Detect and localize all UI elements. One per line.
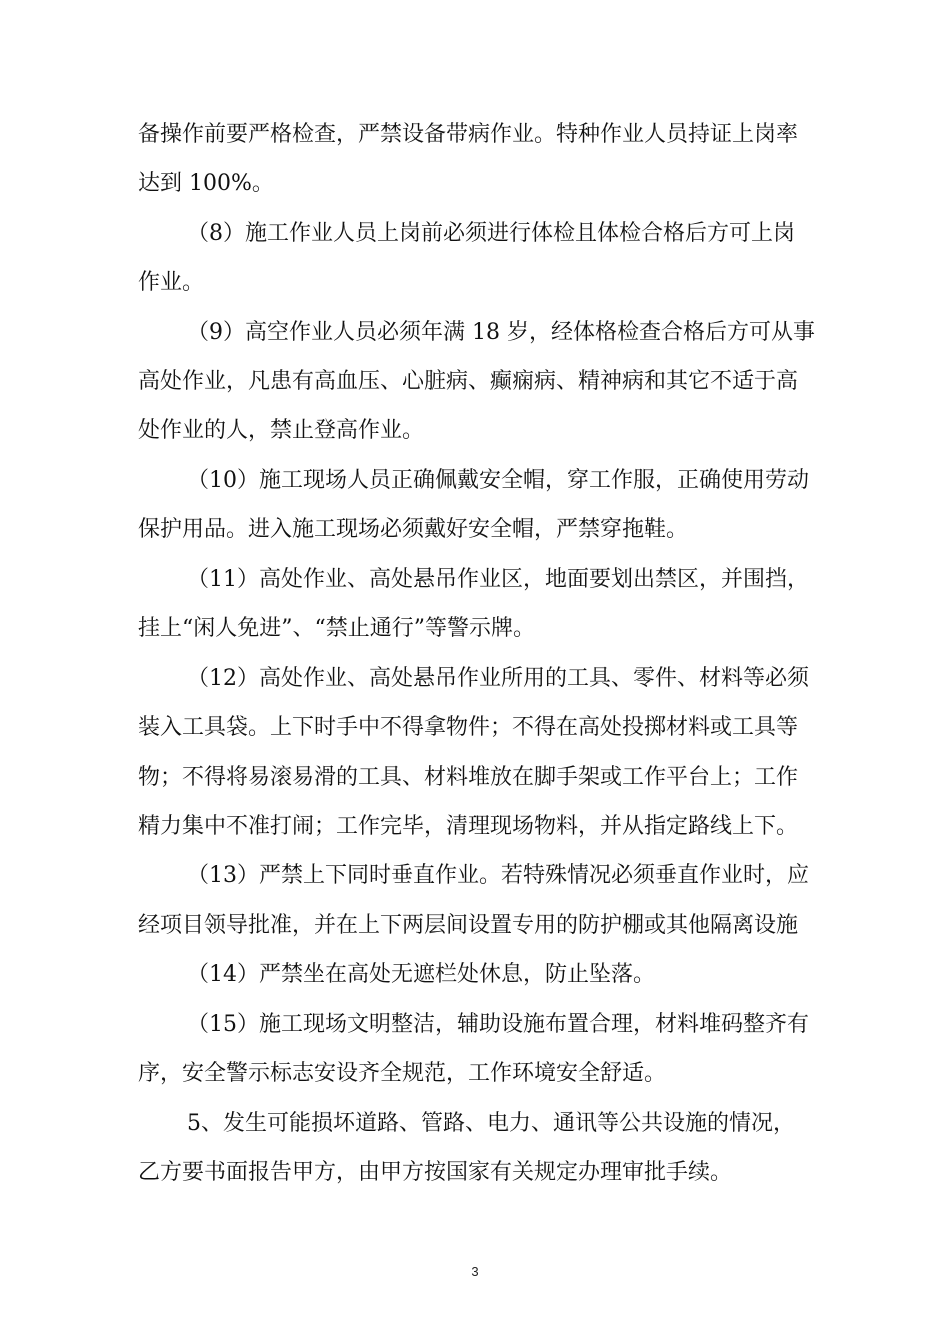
text-line: （8）施工作业人员上岗前必须进行体检且体检合格后方可上岗 xyxy=(187,221,795,246)
text-line: 装入工具袋。上下时手中不得拿物件；不得在高处投掷材料或工具等 xyxy=(138,715,799,740)
text-line: 物；不得将易滚易滑的工具、材料堆放在脚手架或工作平台上；工作 xyxy=(138,765,799,790)
text-line: 作业。 xyxy=(138,270,205,295)
text-line: （9）高空作业人员必须年满 18 岁，经体格检查合格后方可从事 xyxy=(187,320,815,345)
text-line: 经项目领导批准，并在上下两层间设置专用的防护棚或其他隔离设施 xyxy=(138,913,799,938)
text-line: 备操作前要严格检查，严禁设备带病作业。特种作业人员持证上岗率 xyxy=(138,122,799,147)
text-line: （10）施工现场人员正确佩戴安全帽，穿工作服，正确使用劳动 xyxy=(187,468,809,493)
page-number: 3 xyxy=(471,1264,479,1279)
text-line: （12）高处作业、高处悬吊作业所用的工具、零件、材料等必须 xyxy=(187,666,809,691)
text-line: 达到 100%。 xyxy=(138,171,274,196)
text-line: 5、发生可能损坏道路、管路、电力、通讯等公共设施的情况， xyxy=(187,1111,795,1136)
text-line: （14）严禁坐在高处无遮栏处休息，防止坠落。 xyxy=(187,962,655,987)
text-line: 处作业的人，禁止登高作业。 xyxy=(138,418,425,443)
text-line: （11）高处作业、高处悬吊作业区，地面要划出禁区，并围挡， xyxy=(187,567,809,592)
text-line: 乙方要书面报告甲方，由甲方按国家有关规定办理审批手续。 xyxy=(138,1160,733,1185)
text-line: （15）施工现场文明整洁，辅助设施布置合理，材料堆码整齐有 xyxy=(187,1012,809,1037)
text-line: 精力集中不准打闹；工作完毕，清理现场物料，并从指定路线上下。 xyxy=(138,814,799,839)
text-line: 保护用品。进入施工现场必须戴好安全帽，严禁穿拖鞋。 xyxy=(138,517,689,542)
text-line: 挂上“闲人免进”、“禁止通行”等警示牌。 xyxy=(138,616,535,641)
text-line: （13）严禁上下同时垂直作业。若特殊情况必须垂直作业时，应 xyxy=(187,863,809,888)
text-line: 高处作业，凡患有高血压、心脏病、癫痫病、精神病和其它不适于高 xyxy=(138,369,799,394)
text-line: 序，安全警示标志安设齐全规范，工作环境安全舒适。 xyxy=(138,1061,667,1086)
